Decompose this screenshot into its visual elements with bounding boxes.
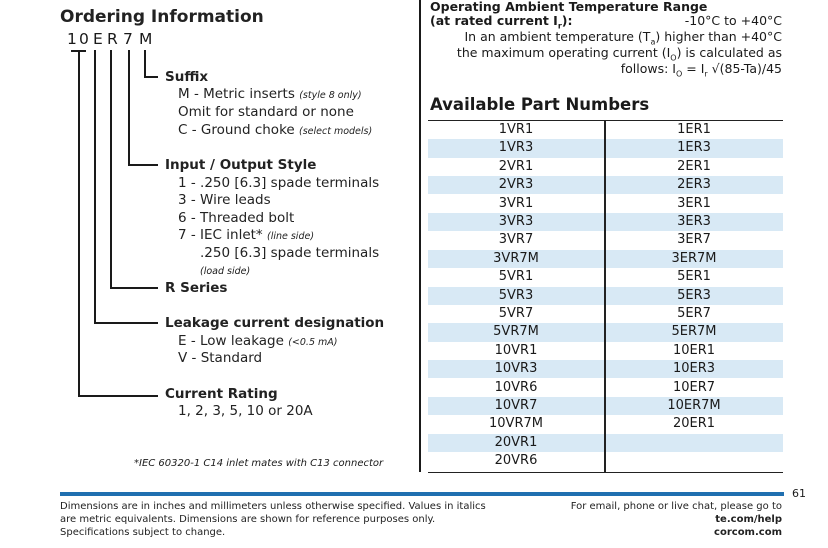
vr-part-number: 2VR3 [498, 177, 534, 193]
suffix-label: Suffix [165, 69, 209, 85]
temp-title: Operating Ambient Temperature Range [430, 0, 708, 14]
temp-range: -10°C to +40°C [684, 13, 782, 28]
contact-text: For email, phone or live chat, please go to [570, 501, 782, 512]
temp-line2: In an ambient temperature $(T_a)$ higher than +40°C [464, 29, 782, 47]
er-part-number: 20ER1 [672, 416, 716, 432]
io-style-label: Input / Output Style [165, 157, 317, 173]
vr-part-number: 10VR3 [494, 361, 538, 377]
io-style-option: 3 - Wire leads [178, 192, 271, 208]
disclaimer-line: Specifications subject to change. [60, 527, 226, 538]
suffix-option: C - Ground choke (select models) [178, 122, 373, 138]
er-part-number: 2ER3 [677, 177, 711, 193]
leakage-option: V - Standard [178, 350, 263, 366]
temp-rated-label: (at rated current $I_r$): [430, 13, 573, 31]
suffix-option: Omit for standard or none [178, 104, 354, 120]
io-style-note: (load side) [200, 266, 251, 277]
er-part-number: 5ER7 [677, 306, 711, 321]
vr-part-number: 20VR6 [494, 453, 538, 469]
current-option: 1, 2, 3, 5, 10 or 20A [178, 403, 313, 419]
temp-line3: the maximum operating current $(I_O)$ is calculated as [456, 45, 782, 63]
vr-part-number: 3VR7 [498, 232, 534, 248]
parts-title: Available Part Numbers [430, 95, 650, 114]
help-link[interactable]: te.com/help [715, 514, 782, 525]
ordering-title: Ordering Information [60, 7, 264, 27]
iec-footnote: *IEC 60320-1 C14 inlet mates with C13 connector [134, 458, 384, 469]
er-part-number: 5ER1 [677, 269, 711, 285]
io-style-option: 6 - Threaded bolt [178, 210, 295, 226]
vr-part-number: 5VR1 [498, 269, 534, 285]
vr-part-number: 10VR7M [489, 416, 543, 432]
table-divider [604, 121, 606, 472]
code-char: R [107, 30, 119, 48]
code-char: 0 [79, 30, 90, 48]
io-style-option: .250 [6.3] spade terminals [200, 245, 380, 261]
io-style-option: 1 - .250 [6.3] spade terminals [178, 175, 380, 191]
footer-bar [60, 492, 784, 496]
disclaimer-line: are metric equivalents. Dimensions are shown for reference purposes only. [60, 514, 436, 525]
code-char: 1 [67, 30, 78, 48]
er-part-number: 3ER3 [677, 214, 711, 229]
disclaimer-line: Dimensions are in inches and millimeters unless otherwise specified. Values in italics [60, 501, 486, 512]
io-style-option: 7 - IEC inlet* (line side) [178, 227, 315, 243]
vr-part-number: 3VR7M [493, 250, 539, 266]
er-part-number: 10ER7M [667, 398, 721, 413]
code-char: 7 [123, 30, 134, 48]
leakage-option: E - Low leakage (<0.5 mA) [178, 333, 338, 349]
er-part-number: 3ER7 [677, 232, 711, 248]
current-label: Current Rating [165, 386, 278, 402]
er-part-number: 3ER7M [671, 250, 717, 266]
er-part-number: 10ER3 [672, 361, 716, 377]
er-part-number: 10ER7 [672, 379, 716, 395]
er-part-number: 10ER1 [672, 342, 716, 358]
corcom-link[interactable]: corcom.com [714, 527, 782, 538]
suffix-option: M - Metric inserts (style 8 only) [178, 86, 362, 102]
vr-part-number: 5VR3 [498, 287, 534, 303]
page-number: 61 [792, 487, 806, 500]
vr-part-number: 10VR7 [494, 398, 538, 413]
vr-part-number: 3VR3 [498, 214, 534, 229]
vr-part-number: 3VR1 [498, 195, 534, 211]
vr-part-number: 5VR7M [493, 324, 539, 340]
leakage-label: Leakage current designation [165, 315, 385, 331]
er-part-number: 5ER3 [677, 287, 711, 303]
vr-part-number: 20VR1 [494, 434, 538, 450]
column-divider [419, 0, 421, 472]
vr-part-number: 10VR1 [494, 342, 538, 358]
vr-part-number: 2VR1 [498, 158, 534, 174]
er-part-number: 1ER1 [677, 122, 711, 137]
code-char: E [93, 30, 104, 48]
vr-part-number: 1VR3 [498, 140, 534, 156]
vr-part-number: 1VR1 [498, 122, 534, 137]
series-label: R Series [165, 280, 228, 296]
code-char: M [139, 30, 154, 48]
vr-part-number: 5VR7 [498, 306, 534, 321]
er-part-number: 2ER1 [677, 158, 711, 174]
er-part-number: 3ER1 [677, 195, 711, 211]
temp-formula: follows: $I_O = I_r$ √(85-Ta)/45 [620, 61, 782, 79]
parts-table [428, 120, 783, 473]
er-part-number: 1ER3 [677, 140, 711, 156]
vr-part-number: 10VR6 [494, 379, 538, 395]
er-part-number: 5ER7M [671, 324, 717, 340]
